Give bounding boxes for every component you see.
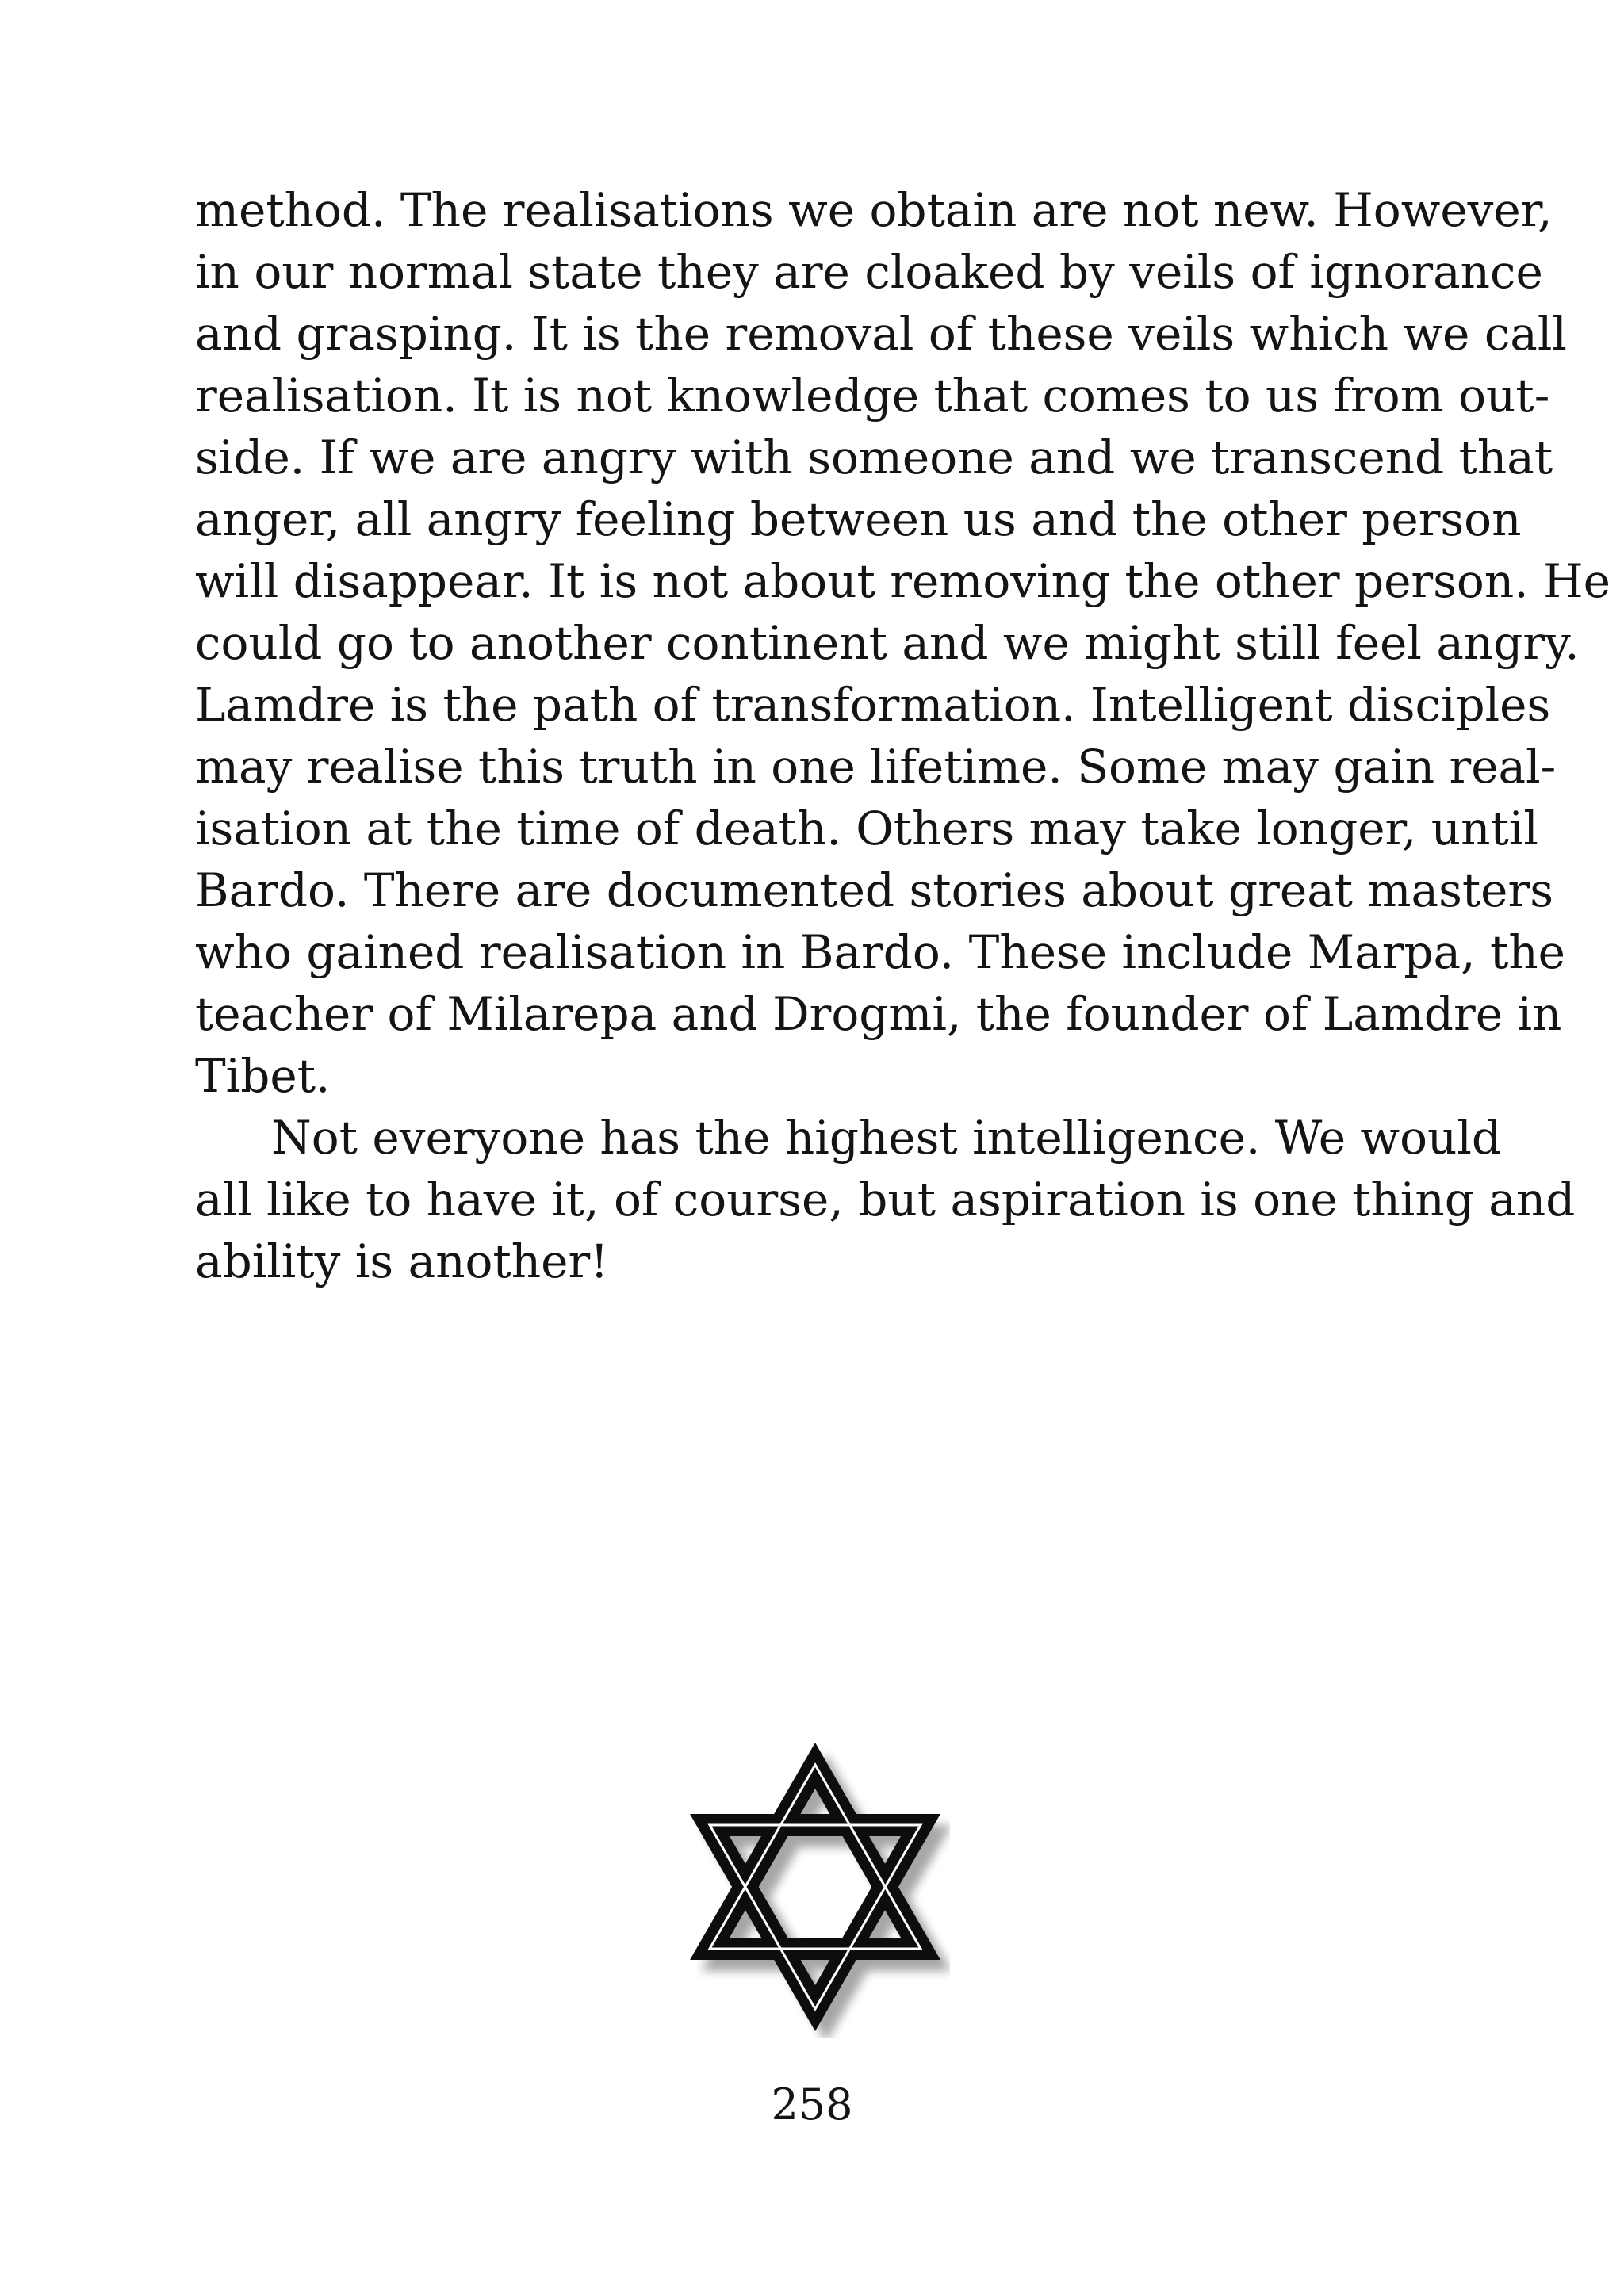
text-line: teacher of Milarepa and Drogmi, the founder of Lamdre in (195, 987, 1562, 1041)
body-text (195, 179, 1611, 1292)
six-pointed-star-icon (680, 1736, 950, 2038)
text-line: anger, all angry feeling between us and the other person (195, 492, 1522, 546)
text-line: isation at the time of death. Others may take longer, until (195, 802, 1538, 855)
text-line: side. If we are angry with someone and we transcend that (195, 430, 1553, 484)
text-line: realisation. It is not knowledge that comes to us from out- (195, 369, 1550, 423)
text-line: may realise this truth in one lifetime. Some may gain real- (195, 740, 1557, 794)
text-line: could go to another continent and we might still feel angry. (195, 616, 1580, 670)
text-line: will disappear. It is not about removing the other person. He (195, 554, 1611, 608)
text-line: all like to have it, of course, but aspiration is one thing and (195, 1173, 1576, 1226)
text-line: ability is another! (195, 1234, 609, 1288)
text-line: Lamdre is the path of transformation. Intelligent disciples (195, 678, 1551, 732)
paragraph-first-line: Not everyone has the highest intelligence. We would (271, 1111, 1502, 1165)
text-line: in our normal state they are cloaked by veils of ignorance (195, 245, 1543, 299)
page-number: 258 (771, 2080, 853, 2130)
text-line: method. The realisations we obtain are not new. However, (195, 183, 1553, 237)
text-line: and grasping. It is the removal of these veils which we call (195, 307, 1567, 361)
text-line: Bardo. There are documented stories about great masters (195, 863, 1553, 917)
text-line: who gained realisation in Bardo. These include Marpa, the (195, 925, 1565, 979)
text-line: Tibet. (195, 1049, 331, 1103)
